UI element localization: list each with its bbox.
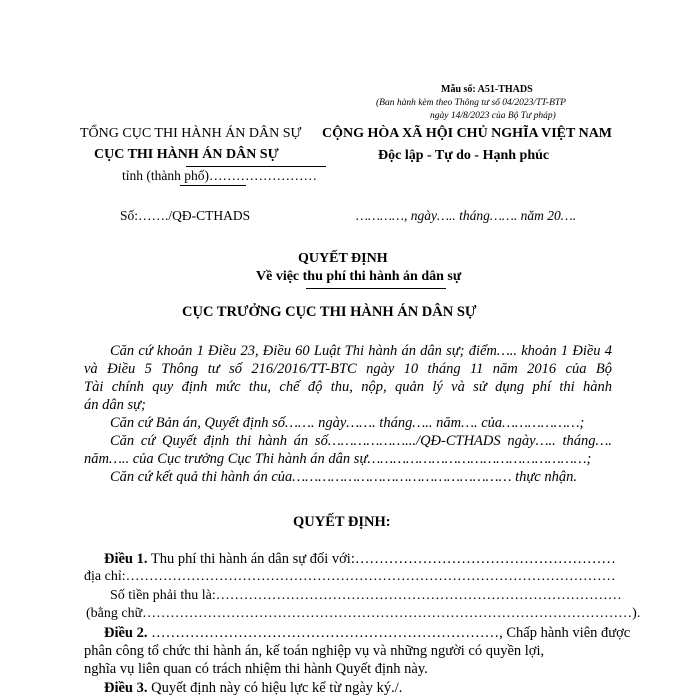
basis-1-line1: Căn cứ khoản 1 Điều 23, Điều 60 Luật Thi hành án dân sự; điểm….. khoản 1 Điều 4 <box>110 343 612 359</box>
article-2-text-line2: phân công tổ chức thi hành án, kế toán nghiệp vụ và những người có quyền lợi, <box>84 643 545 659</box>
header-left-dept: CỤC THI HÀNH ÁN DÂN SỰ <box>94 147 279 162</box>
header-right-nation: CỘNG HÒA XÃ HỘI CHỦ NGHĨA VIỆT NAM <box>322 126 613 141</box>
article-2-label: Điều 2. <box>104 625 148 641</box>
form-note-line2: ngày 14/8/2023 của Bộ Tư pháp) <box>430 111 556 121</box>
basis-1-line3: Tài chính quy định mức thu, chế độ thu, nộp, quản lý và sử dụng phí thi hành <box>84 379 612 395</box>
form-code: Mẫu số: A51-THADS <box>441 84 533 95</box>
basis-3-line1: Căn cứ Quyết định thi hành án số……………….../QĐ-CTHADS ngày….. tháng…. <box>110 433 612 449</box>
article-2-text-line3: nghĩa vụ liên quan có trách nhiệm thi hành Quyết định này. <box>84 661 428 677</box>
decides-heading: QUYẾT ĐỊNH: <box>293 514 391 530</box>
subject-underline <box>306 288 446 289</box>
doc-number: Số:……./QĐ-CTHADS <box>120 208 251 223</box>
authority-heading: CỤC TRƯỞNG CỤC THI HÀNH ÁN DÂN SỰ <box>182 304 477 320</box>
article-1-address: địa chỉ:…………………………………………………………………………………………… <box>84 569 616 584</box>
basis-1-line2: và Điều 5 Thông tư số 216/2016/TT-BTC ngày 10 tháng 11 năm 2016 của Bộ <box>84 361 612 377</box>
article-1-amount: Số tiền phải thu là:…………………………………………………………………………… <box>110 588 622 603</box>
doc-title: QUYẾT ĐỊNH <box>298 251 388 266</box>
header-left-org: TỔNG CỤC THI HÀNH ÁN DÂN SỰ <box>80 126 302 141</box>
header-left-underline <box>186 166 326 167</box>
article-1-text: Thu phí thi hành án dân sự đối với:……………………………………………… <box>147 551 616 567</box>
article-1-amount-words: (bằng chữ……………………………………………………………………………………………). <box>86 606 641 621</box>
doc-date: …………, ngày….. tháng……. năm 20…. <box>356 208 577 223</box>
article-2-text-line1: ………………………………………………………………, Chấp hành viên được <box>147 625 631 641</box>
article-3-text: Quyết định này có hiệu lực kể từ ngày ký./. <box>147 680 403 696</box>
article-1 <box>104 551 616 568</box>
basis-2: Căn cứ Bản án, Quyết định số……. ngày……. tháng….. năm…. của………………; <box>110 415 585 431</box>
basis-1-line4: án dân sự; <box>84 397 146 413</box>
article-3-label: Điều 3. <box>104 680 148 696</box>
article-2 <box>104 625 630 642</box>
header-right-motto: Độc lập - Tự do - Hạnh phúc <box>378 148 550 163</box>
basis-3-line2: năm….. của Cục trưởng Cục Thi hành án dân sự……………………………………………; <box>84 451 592 467</box>
form-note-line1: (Ban hành kèm theo Thông tư số 04/2023/TT-BTP <box>376 98 566 108</box>
header-left-province: tỉnh (thành phố)…………………… <box>122 168 317 183</box>
article-3 <box>104 680 402 697</box>
article-1-label: Điều 1. <box>104 551 148 567</box>
header-left-rule <box>180 185 246 186</box>
doc-subject: Về việc thu phí thi hành án dân sự <box>256 269 462 284</box>
basis-4: Căn cứ kết quả thi hành án của…………………………………………… thực nhận. <box>110 469 577 485</box>
